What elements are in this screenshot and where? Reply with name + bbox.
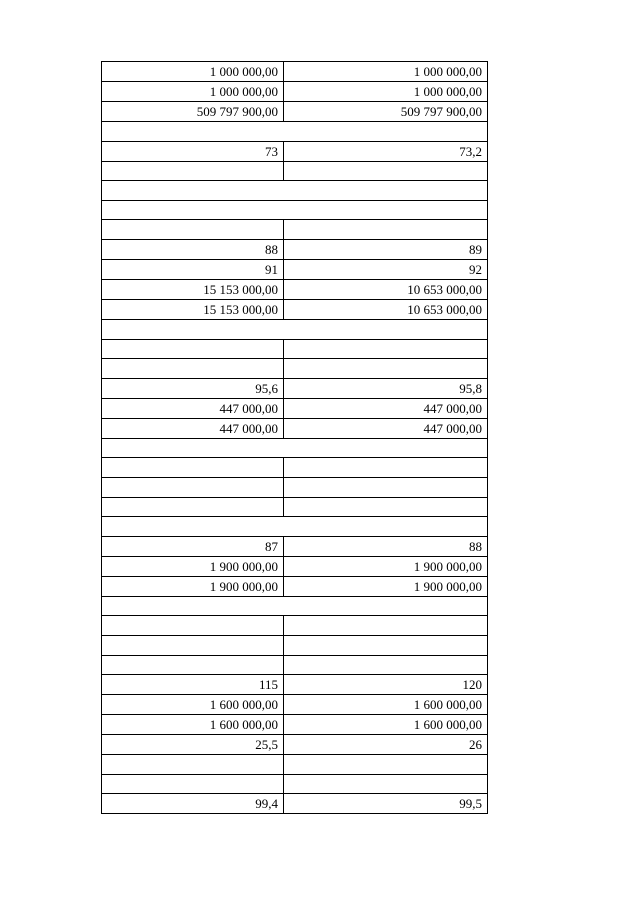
table-cell-col1: 1 600 000,00	[102, 715, 284, 735]
table-cell-col1: 15 153 000,00	[102, 299, 284, 319]
table-cell-merged	[102, 319, 488, 339]
table-row	[102, 418, 488, 438]
table-cell-col1: 73	[102, 141, 284, 161]
table-row	[102, 279, 488, 299]
table-cell-col2	[284, 774, 488, 794]
table-cell-col2: 1 600 000,00	[284, 695, 488, 715]
table-row	[102, 517, 488, 537]
table-cell-col2: 73,2	[284, 141, 488, 161]
table-cell-merged	[102, 596, 488, 616]
table-cell-merged	[102, 122, 488, 142]
table-cell-col1: 447 000,00	[102, 398, 284, 418]
table-row	[102, 62, 488, 82]
table-row	[102, 200, 488, 220]
table-row	[102, 735, 488, 755]
table-row	[102, 536, 488, 556]
table-row	[102, 635, 488, 655]
table-cell-col2: 99,5	[284, 794, 488, 814]
table-cell-col1: 99,4	[102, 794, 284, 814]
table-cell-col2	[284, 458, 488, 478]
table-cell-col1: 1 900 000,00	[102, 556, 284, 576]
table-cell-col2: 447 000,00	[284, 398, 488, 418]
table-row	[102, 497, 488, 517]
table-row	[102, 695, 488, 715]
table-cell-col2: 1 000 000,00	[284, 62, 488, 82]
table-cell-merged	[102, 200, 488, 220]
table-cell-col2: 1 000 000,00	[284, 82, 488, 102]
table-row	[102, 655, 488, 675]
table-cell-col1	[102, 655, 284, 675]
table-row	[102, 299, 488, 319]
table-cell-col2: 1 600 000,00	[284, 715, 488, 735]
table-cell-col1: 447 000,00	[102, 418, 284, 438]
table-row	[102, 398, 488, 418]
table-row	[102, 339, 488, 359]
table-cell-col1	[102, 774, 284, 794]
table-cell-col2	[284, 755, 488, 775]
table-row	[102, 438, 488, 458]
table-row	[102, 319, 488, 339]
table-row	[102, 259, 488, 279]
table-cell-col2: 1 900 000,00	[284, 556, 488, 576]
table-cell-col2: 95,8	[284, 378, 488, 398]
table-cell-col1: 15 153 000,00	[102, 279, 284, 299]
table-row	[102, 556, 488, 576]
table-row	[102, 82, 488, 102]
table-cell-col1: 1 000 000,00	[102, 82, 284, 102]
table-cell-col2	[284, 477, 488, 497]
table-row	[102, 576, 488, 596]
table-row	[102, 774, 488, 794]
data-table	[101, 61, 488, 814]
table-cell-col2: 26	[284, 735, 488, 755]
table-row	[102, 616, 488, 636]
table-row	[102, 596, 488, 616]
table-row	[102, 458, 488, 478]
table-row	[102, 181, 488, 201]
table-cell-merged	[102, 181, 488, 201]
table-cell-col1: 115	[102, 675, 284, 695]
table-row	[102, 675, 488, 695]
table-cell-merged	[102, 517, 488, 537]
table-cell-merged	[102, 438, 488, 458]
table-cell-col2	[284, 220, 488, 240]
table-row	[102, 755, 488, 775]
table-cell-col2: 10 653 000,00	[284, 299, 488, 319]
table-cell-col2: 92	[284, 259, 488, 279]
table-cell-col2: 120	[284, 675, 488, 695]
table-row	[102, 378, 488, 398]
table-cell-col2	[284, 616, 488, 636]
table-body	[102, 62, 488, 814]
table-cell-col2: 89	[284, 239, 488, 259]
table-cell-col1	[102, 458, 284, 478]
table-cell-col1: 25,5	[102, 735, 284, 755]
table-cell-col2: 447 000,00	[284, 418, 488, 438]
table-cell-col1: 1 900 000,00	[102, 576, 284, 596]
table-row	[102, 239, 488, 259]
table-cell-col2: 1 900 000,00	[284, 576, 488, 596]
table-cell-col1: 91	[102, 259, 284, 279]
table-cell-col1: 88	[102, 239, 284, 259]
table-cell-col2: 10 653 000,00	[284, 279, 488, 299]
table-row	[102, 359, 488, 379]
table-cell-col1	[102, 359, 284, 379]
table-cell-col1: 1 600 000,00	[102, 695, 284, 715]
table-row	[102, 122, 488, 142]
table-row	[102, 477, 488, 497]
table-cell-col1: 87	[102, 536, 284, 556]
table-row	[102, 161, 488, 181]
table-cell-col1	[102, 220, 284, 240]
table-cell-col1	[102, 477, 284, 497]
table-cell-col2	[284, 497, 488, 517]
table-cell-col1	[102, 339, 284, 359]
table-row	[102, 220, 488, 240]
table-cell-col1: 95,6	[102, 378, 284, 398]
table-cell-col1: 1 000 000,00	[102, 62, 284, 82]
table-cell-col2: 88	[284, 536, 488, 556]
table-row	[102, 794, 488, 814]
table-cell-col2	[284, 161, 488, 181]
table-cell-col1	[102, 635, 284, 655]
table-row	[102, 141, 488, 161]
table-row	[102, 715, 488, 735]
table-cell-col1: 509 797 900,00	[102, 102, 284, 122]
table-cell-col1	[102, 755, 284, 775]
table-cell-col2: 509 797 900,00	[284, 102, 488, 122]
table-cell-col2	[284, 635, 488, 655]
table-cell-col2	[284, 359, 488, 379]
table-cell-col1	[102, 497, 284, 517]
table-row	[102, 102, 488, 122]
table-cell-col2	[284, 655, 488, 675]
table-cell-col2	[284, 339, 488, 359]
table-cell-col1	[102, 616, 284, 636]
table-cell-col1	[102, 161, 284, 181]
